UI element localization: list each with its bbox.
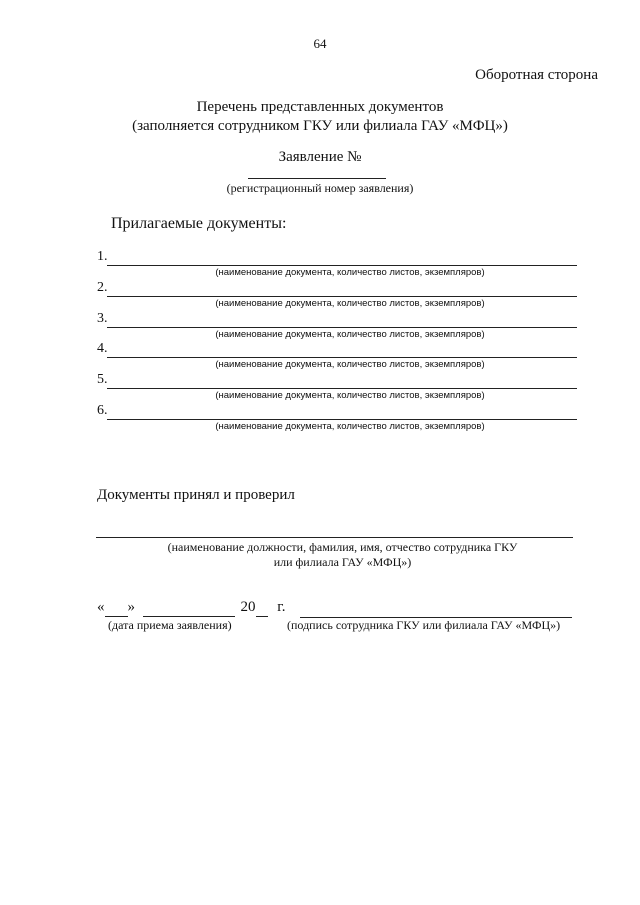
document-item-field[interactable] <box>107 265 577 266</box>
application-number-label: Заявление № <box>278 149 362 165</box>
document-subtitle: (заполняется сотрудником ГКУ или филиала ГАУ «МФЦ») <box>132 118 508 134</box>
reverse-side-label: Оборотная сторона <box>475 67 598 83</box>
document-title: Перечень представленных документов <box>196 99 444 115</box>
day-field[interactable] <box>105 599 128 617</box>
year-field[interactable] <box>256 599 268 617</box>
staff-caption-line2: или филиала ГАУ «МФЦ») <box>273 555 412 569</box>
date-fields <box>97 599 285 617</box>
document-item-caption: (наименование документа, количество листов, экземпляров) <box>215 267 485 278</box>
year-prefix: 20 <box>240 599 256 615</box>
document-item-number: 2. <box>97 280 108 295</box>
document-item-number: 5. <box>97 372 108 387</box>
document-item-field[interactable] <box>107 419 577 420</box>
document-item-caption: (наименование документа, количество листов, экземпляров) <box>215 359 485 370</box>
document-item-caption: (наименование документа, количество листов, экземпляров) <box>215 421 485 432</box>
year-suffix: г. <box>277 599 286 615</box>
attached-documents-heading: Прилагаемые документы: <box>111 215 287 232</box>
staff-name-field[interactable] <box>96 537 573 538</box>
page-number: 64 <box>313 36 327 51</box>
document-item-caption: (наименование документа, количество листов, экземпляров) <box>215 390 485 401</box>
date-caption: (дата приема заявления) <box>108 618 232 632</box>
document-item-field[interactable] <box>107 327 577 328</box>
accepted-and-checked-heading: Документы принял и проверил <box>97 487 295 503</box>
signature-caption: (подпись сотрудника ГКУ или филиала ГАУ «МФЦ») <box>287 618 561 632</box>
document-item-number: 6. <box>97 403 108 418</box>
registration-number-field[interactable] <box>248 178 386 179</box>
document-item-caption: (наименование документа, количество листов, экземпляров) <box>215 298 485 309</box>
date-open-quote: « <box>97 599 105 615</box>
registration-number-caption: (регистрационный номер заявления) <box>226 181 414 195</box>
document-item-field[interactable] <box>107 296 577 297</box>
staff-caption-line1: (наименование должности, фамилия, имя, отчество сотрудника ГКУ <box>167 540 518 554</box>
date-close-quote: » <box>127 599 135 615</box>
document-item-field[interactable] <box>107 357 577 358</box>
document-item-caption: (наименование документа, количество листов, экземпляров) <box>215 329 485 340</box>
document-item-number: 3. <box>97 311 108 326</box>
document-item-number: 4. <box>97 341 108 356</box>
month-field[interactable] <box>143 599 235 617</box>
document-item-field[interactable] <box>107 388 577 389</box>
document-item-number: 1. <box>97 249 108 264</box>
